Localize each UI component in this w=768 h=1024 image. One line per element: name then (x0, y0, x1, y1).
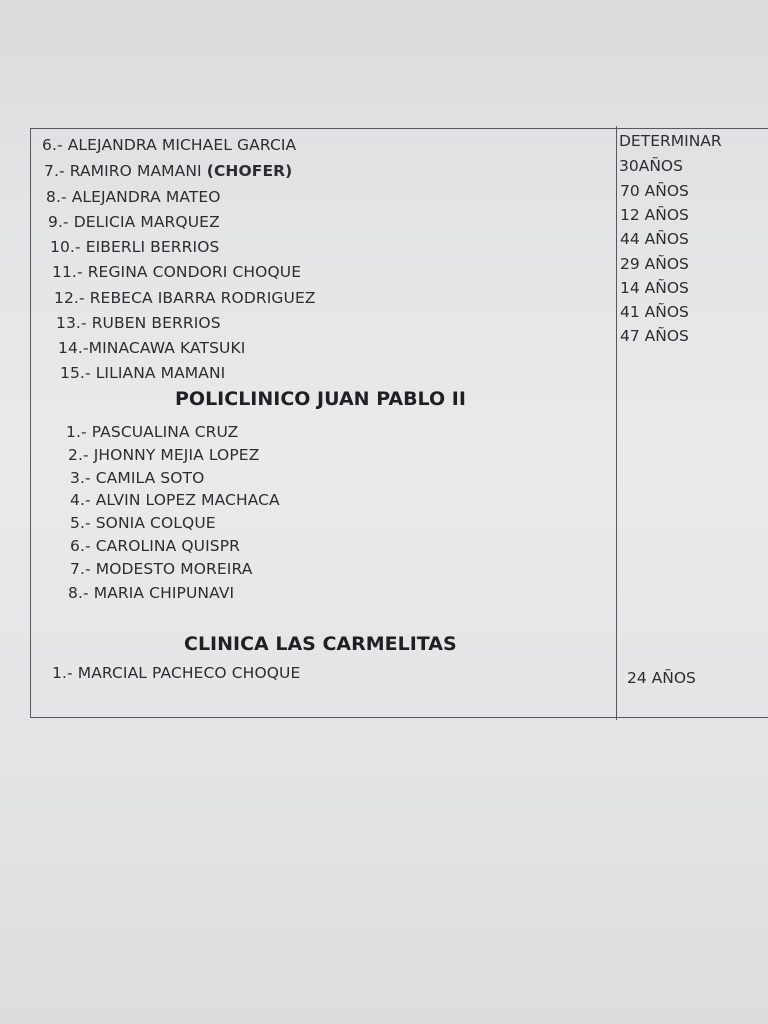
column-divider (616, 126, 617, 720)
list-item: 13.- RUBEN BERRIOS (56, 314, 221, 332)
list-item: 5.- SONIA COLQUE (70, 514, 216, 532)
section-heading: POLICLINICO JUAN PABLO II (175, 388, 466, 410)
list-item: 4.- ALVIN LOPEZ MACHACA (70, 491, 280, 509)
list-item: 9.- DELICIA MARQUEZ (48, 213, 220, 231)
list-item: 10.- EIBERLI BERRIOS (50, 238, 220, 256)
age-value: 14 AÑOS (620, 279, 689, 297)
list-item: 12.- REBECA IBARRA RODRIGUEZ (54, 289, 316, 307)
list-item: 6.- CAROLINA QUISPR (70, 537, 241, 555)
list-item: 14.-MINACAWA KATSUKI (58, 339, 246, 357)
age-value: 70 AÑOS (620, 182, 689, 200)
age-value: 29 AÑOS (620, 255, 689, 273)
age-value: 44 AÑOS (620, 230, 689, 248)
age-value: 41 AÑOS (620, 303, 689, 321)
list-item: 2.- JHONNY MEJIA LOPEZ (68, 446, 260, 464)
list-item: 8.- ALEJANDRA MATEO (46, 188, 221, 206)
list-item: 15.- LILIANA MAMANI (60, 364, 226, 382)
age-value: 24 AÑOS (627, 669, 696, 687)
age-value: DETERMINAR (619, 132, 722, 150)
section-heading: CLINICA LAS CARMELITAS (184, 633, 457, 655)
list-item: 8.- MARIA CHIPUNAVI (68, 584, 235, 602)
age-value: 30AÑOS (619, 157, 683, 175)
list-item: 7.- MODESTO MOREIRA (70, 560, 253, 578)
list-item: 11.- REGINA CONDORI CHOQUE (52, 263, 302, 281)
list-item: 3.- CAMILA SOTO (70, 469, 205, 487)
list-item: 1.- PASCUALINA CRUZ (66, 423, 239, 441)
list-item: 1.- MARCIAL PACHECO CHOQUE (52, 664, 301, 682)
age-value: 12 AÑOS (620, 206, 689, 224)
list-item: 7.- RAMIRO MAMANI (CHOFER) (44, 162, 293, 180)
age-value: 47 AÑOS (620, 327, 689, 345)
list-item: 6.- ALEJANDRA MICHAEL GARCIA (42, 136, 297, 154)
